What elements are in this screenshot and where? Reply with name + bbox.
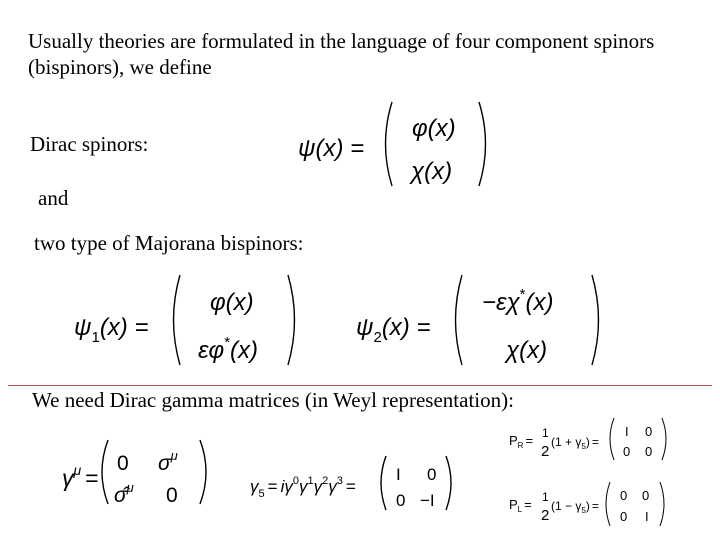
dirac-row2: χ(x) [411,158,453,185]
majorana-1-equation [74,275,295,365]
pl-paren: (1 − γ [551,499,582,513]
g5-factor-3-sup: 3 [336,475,343,487]
g5-factor-3-sym: γ [328,477,337,496]
pr-paren-close: ) [585,435,590,449]
g5-factor-0-sym: γ [284,477,293,496]
gmu-a12-sym: σ [158,452,171,475]
dirac-row1: φ(x) [412,115,456,142]
pl-P: P [509,497,518,512]
pr-paren: (1 + γ [551,435,582,449]
pr-sub: R [517,441,524,450]
gmu-a21-sym: σ̂ [114,484,127,507]
svg-text:−εχ*(x) [482,286,554,316]
svg-text:σμ [158,448,178,475]
pl-right-paren [660,482,664,526]
maj1-row2-pre: εφ [198,337,225,364]
pl-a21: 0 [620,509,628,524]
svg-text:(1 − γ5)= [551,499,599,515]
pr-a22: 0 [645,444,653,459]
maj1-row2-post: (x) [230,337,259,364]
svg-text:γμ= [62,462,99,491]
pl-den: 2 [541,507,550,524]
svg-text:σ̂μ [114,480,134,507]
gamma-mu-equation [62,440,206,507]
maj2-right-paren [592,275,599,365]
g5-factor-2-sym: γ [313,477,323,496]
dirac-right-paren [479,102,486,186]
dirac-left-paren [386,102,393,186]
maj1-row1: φ(x) [210,289,254,316]
gamma-matrices-label: We need Dirac gamma matrices (in Weyl representation): [32,388,514,412]
svg-text:PR= [509,433,533,450]
g5-left-paren [381,456,386,510]
pr-den: 2 [541,443,550,460]
gmu-a11: 0 [117,452,129,475]
svg-text:εφ*(x) [198,334,258,364]
pl-eq: = [524,497,532,512]
g5-i: i [280,477,285,496]
gmu-a21-sup: μ [126,480,134,495]
dirac-spinor-equation [298,102,486,186]
g5-a11: I [396,465,401,484]
maj1-right-paren [288,275,295,365]
maj2-lhs-symbol: ψ [356,314,374,341]
pr-paren-sub: 5 [581,442,586,451]
maj2-row1-post: (x) [525,289,554,316]
svg-text:γ5=iγ0γ1γ2γ3= [250,475,356,500]
pr-eq2: = [591,435,599,449]
g5-a22: −I [420,491,435,510]
g5-lhs-sub: 5 [258,488,265,500]
svg-text:ψ1(x) = [74,314,148,346]
g5-a21: 0 [396,491,406,510]
maj2-lhs-rest: (x) = [381,314,431,341]
pr-right-paren [662,418,666,460]
gmu-eq: = [85,465,99,491]
pr-left-paren [610,418,614,460]
gmu-left-paren [102,440,108,504]
g5-factor-0-sup: 0 [292,475,299,487]
g5-eq2: = [345,477,356,496]
maj2-lhs-sub: 2 [373,329,382,346]
maj1-row2-sup: * [224,334,231,351]
pl-a12: 0 [642,488,650,503]
maj2-row1-sup: * [519,286,526,303]
svg-text:PL= [509,497,532,514]
pl-a11: 0 [620,488,628,503]
dirac-spinors-label: Dirac spinors: [30,132,149,156]
maj2-row1-pre: −εχ [482,289,520,316]
pl-a22: I [645,509,649,524]
g5-factor-2-sup: 2 [322,475,329,487]
g5-right-paren [446,456,451,510]
g5-eq: = [267,477,278,496]
g5-factor-1-sym: γ [298,477,308,496]
pl-eq2: = [591,499,599,513]
projector-r-equation [509,418,666,460]
pr-P: P [509,433,518,448]
gamma5-equation [250,456,451,510]
gmu-a22: 0 [166,484,178,507]
gmu-lhs-symbol: γ [62,465,74,491]
pl-num: 1 [542,490,549,504]
pl-paren-sub: 5 [581,506,586,515]
and-label: and [38,186,69,210]
pr-a12: 0 [645,424,653,439]
pl-paren-close: ) [585,499,590,513]
gmu-a12-sup: μ [170,448,178,463]
majorana-label: two type of Majorana bispinors: [34,231,304,255]
maj2-left-paren [456,275,463,365]
pr-a21: 0 [623,444,631,459]
maj1-lhs-rest: (x) = [99,314,149,341]
maj1-left-paren [174,275,181,365]
dirac-lhs: ψ(x) = [298,135,365,162]
svg-text:(1 + γ5)= [551,435,599,451]
maj1-lhs-sub: 1 [91,329,100,346]
intro-text: Usually theories are formulated in the language of four component spinors (bispinors), we define [28,29,655,79]
pr-num: 1 [542,426,549,440]
projector-l-equation [509,482,664,526]
svg-text:ψ2(x) = [356,314,430,346]
pl-left-paren [606,482,610,526]
g5-lhs-symbol: γ [250,477,259,496]
pr-eq: = [525,433,534,448]
pl-sub: L [517,505,523,514]
pr-a11: I [625,424,629,439]
maj2-row2: χ(x) [506,337,548,364]
g5-a12: 0 [427,465,437,484]
majorana-2-equation [356,275,599,365]
g5-factor-1-sup: 1 [307,475,314,487]
gmu-lhs-sup: μ [73,462,82,478]
gmu-right-paren [200,440,206,504]
maj1-lhs-symbol: ψ [74,314,92,341]
